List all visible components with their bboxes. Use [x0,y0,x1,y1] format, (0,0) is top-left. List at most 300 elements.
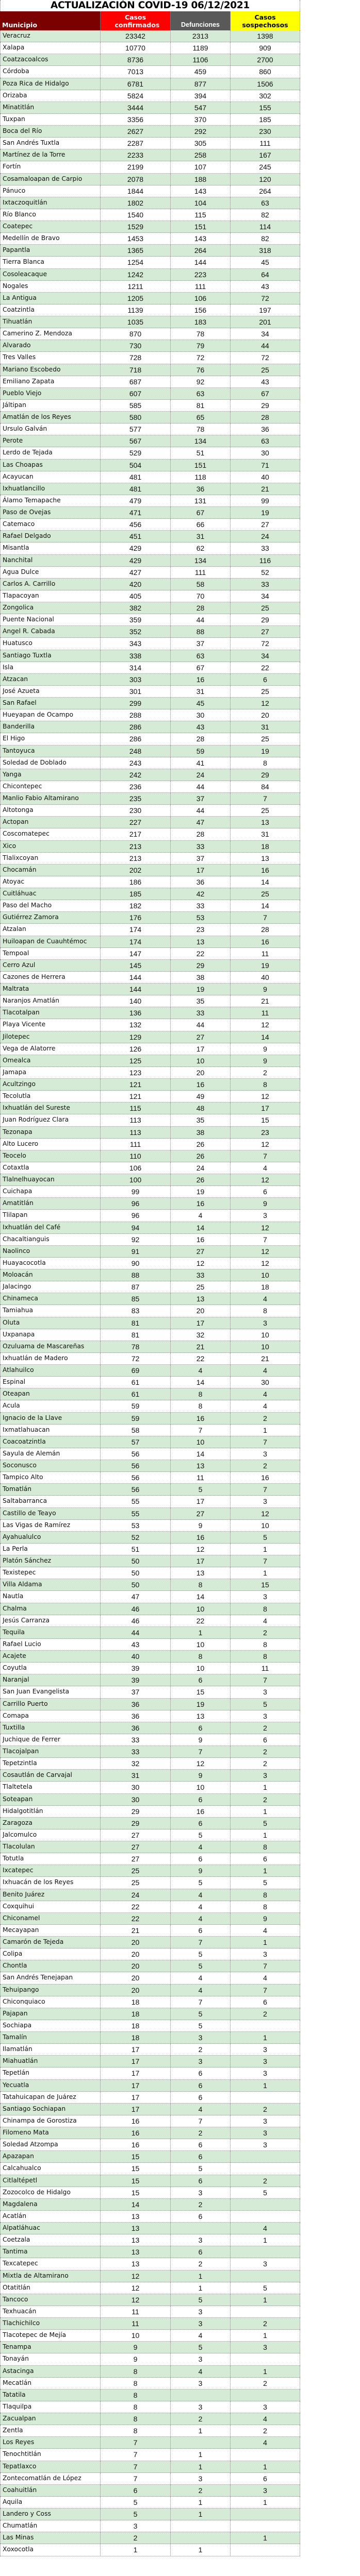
table-row [0,519,300,531]
cell-casos-confirmados: 2233 [101,149,171,161]
cell-casos-confirmados: 235 [101,793,171,804]
cell-casos-confirmados: 728 [101,352,171,363]
cell-casos-sospechosos: 4 [231,2437,300,2448]
cell-defunciones: 3 [171,2187,231,2198]
cell-defunciones: 10 [171,1055,231,1066]
table-row [0,1460,300,1472]
cell-casos-sospechosos: 13 [231,853,300,864]
cell-casos-sospechosos: 1506 [231,78,300,90]
cell-municipio: Hidalgotitlán [0,1806,101,1817]
table-row [0,769,300,781]
cell-defunciones: 10 [171,1639,231,1650]
cell-casos-sospechosos: 197 [231,304,300,316]
cell-defunciones: 17 [171,1496,231,1507]
cell-defunciones: 45 [171,698,231,709]
table-row [0,2425,300,2437]
table-row [0,1567,300,1579]
cell-casos-confirmados: 123 [101,1067,171,1078]
cell-municipio: Camarón de Tejeda [0,1937,101,1948]
cell-municipio: Chiconquiaco [0,1996,101,2008]
cell-municipio: Tantoyuca [0,745,101,757]
table-row [0,1388,300,1400]
cell-defunciones: 305 [171,138,231,149]
cell-municipio: Las Minas [0,2532,101,2544]
cell-casos-confirmados: 47 [101,1591,171,1602]
cell-casos-confirmados: 8 [101,2378,171,2389]
table-row [0,1139,300,1150]
table-row [0,2020,300,2032]
cell-defunciones [171,2532,231,2544]
cell-municipio: Santiago Sochiapan [0,2104,101,2115]
cell-casos-sospechosos: 3 [231,2067,300,2079]
cell-defunciones: 16 [171,1198,231,1209]
cell-casos-confirmados: 46 [101,1615,171,1626]
cell-casos-sospechosos: 8 [231,1901,300,1912]
cell-casos-confirmados: 132 [101,1019,171,1030]
table-row [0,2199,300,2211]
cell-casos-sospechosos: 4 [231,1388,300,1400]
cell-municipio: Castillo de Teayo [0,1508,101,1519]
table-row [0,912,300,924]
cell-casos-sospechosos: 230 [231,126,300,137]
cell-casos-sospechosos: 7 [231,1436,300,1448]
cell-defunciones: 27 [171,1031,231,1043]
table-row [0,149,300,161]
cell-municipio: Oluta [0,1317,101,1329]
cell-casos-sospechosos: 11 [231,1663,300,1674]
cell-municipio: Jilotepec [0,1031,101,1043]
cell-casos-confirmados: 288 [101,709,171,721]
cell-municipio: Jamapa [0,1067,101,1078]
cell-defunciones: 37 [171,793,231,804]
cell-municipio: Mariano Escobedo [0,364,101,376]
cell-defunciones: 28 [171,602,231,614]
cell-casos-sospechosos: 19 [231,507,300,518]
cell-casos-confirmados: 140 [101,995,171,1007]
cell-casos-confirmados: 24 [101,1889,171,1901]
cell-defunciones: 78 [171,423,231,435]
table-row [0,2163,300,2175]
cell-municipio: Pánuco [0,185,101,197]
table-row [0,1722,300,1734]
cell-casos-sospechosos: 36 [231,423,300,435]
cell-municipio: Juchique de Ferrer [0,1734,101,1745]
cell-municipio: Saltabarranca [0,1496,101,1507]
table-row [0,2401,300,2413]
cell-casos-confirmados: 56 [101,1448,171,1460]
cell-municipio: Acula [0,1400,101,1412]
cell-casos-confirmados: 125 [101,1055,171,1066]
cell-municipio: Isla [0,662,101,673]
cell-municipio: Chacaltianguis [0,1234,101,1245]
cell-municipio: Misantla [0,543,101,554]
cell-municipio: Medellín de Bravo [0,233,101,244]
cell-municipio: Huiloapan de Cuauhtémoc [0,936,101,947]
cell-municipio: Atzacan [0,674,101,685]
table-row [0,2449,300,2461]
cell-municipio: Agua Dulce [0,567,101,578]
cell-municipio: Tonayán [0,2353,101,2365]
cell-defunciones: 26 [171,1150,231,1162]
cell-casos-sospechosos: 7 [231,1234,300,1245]
cell-defunciones: 28 [171,733,231,744]
cell-defunciones: 78 [171,328,231,340]
cell-casos-confirmados: 83 [101,1305,171,1316]
table-row [0,1162,300,1174]
cell-defunciones: 877 [171,78,231,90]
cell-defunciones: 2 [171,2199,231,2210]
cell-casos-confirmados: 303 [101,674,171,685]
cell-municipio: Acayucan [0,471,101,483]
cell-defunciones: 16 [171,1234,231,1245]
cell-casos-sospechosos: 40 [231,471,300,483]
table-row [0,721,300,733]
cell-casos-confirmados: 13 [101,2258,171,2269]
cell-casos-sospechosos: 8 [231,1603,300,1615]
cell-casos-confirmados: 174 [101,936,171,947]
cell-casos-confirmados: 15 [101,2151,171,2162]
cell-defunciones: 370 [171,114,231,125]
table-row [0,543,300,554]
cell-defunciones: 156 [171,304,231,316]
cell-defunciones: 5 [171,2342,231,2353]
table-row [0,2544,300,2556]
cell-defunciones: 4 [171,2330,231,2341]
table-row [0,1413,300,1425]
cell-casos-confirmados: 55 [101,1496,171,1507]
cell-municipio: Atzalan [0,924,101,935]
cell-defunciones: 111 [171,281,231,292]
cell-defunciones: 24 [171,1162,231,1174]
cell-casos-sospechosos: 9 [231,1198,300,1209]
cell-casos-sospechosos: 3 [231,1770,300,1781]
cell-municipio: Totutla [0,1853,101,1865]
cell-casos-sospechosos: 3 [231,1317,300,1329]
cell-casos-sospechosos: 63 [231,197,300,209]
cell-casos-sospechosos: 29 [231,400,300,411]
cell-municipio: Fortín [0,161,101,173]
header-casos-confirmados [101,11,171,30]
table-row [0,1948,300,1960]
cell-casos-confirmados: 57 [101,1436,171,1448]
cell-casos-sospechosos: 8 [231,1889,300,1901]
cell-casos-sospechosos [231,2246,300,2258]
cell-casos-confirmados: 33 [101,1746,171,1757]
header-casos-sospechosos [231,11,300,30]
cell-defunciones: 16 [171,1532,231,1543]
table-row [0,1234,300,1246]
cell-casos-confirmados: 7 [101,2449,171,2460]
cell-casos-sospechosos: 3 [231,2127,300,2139]
table-row [0,2497,300,2509]
cell-casos-confirmados: 31 [101,1770,171,1781]
cell-casos-confirmados: 227 [101,817,171,828]
table-row [0,1508,300,1520]
cell-municipio: Papantla [0,245,101,256]
table-row [0,2151,300,2163]
cell-municipio: Tlacotepec de Mejía [0,2330,101,2341]
cell-defunciones: 29 [171,960,231,971]
cell-casos-sospechosos [231,2449,300,2460]
cell-municipio: Carlos A. Carrillo [0,579,101,590]
cell-defunciones: 6 [171,1853,231,1865]
cell-defunciones: 4 [171,1841,231,1853]
cell-defunciones: 151 [171,221,231,232]
cell-casos-sospechosos: 2 [231,1413,300,1424]
cell-casos-sospechosos: 25 [231,888,300,900]
cell-casos-sospechosos: 16 [231,1472,300,1483]
cell-casos-confirmados: 81 [101,1317,171,1329]
cell-casos-confirmados: 1242 [101,269,171,280]
cell-municipio: Coatepec [0,221,101,232]
cell-defunciones: 17 [171,865,231,876]
cell-municipio: Coscomatepec [0,828,101,840]
cell-casos-sospechosos: 34 [231,328,300,340]
cell-defunciones: 6 [171,1818,231,1829]
table-row [0,865,300,876]
cell-municipio: Tempoal [0,948,101,959]
cell-defunciones: 4 [171,1913,231,1924]
table-row [0,567,300,579]
cell-municipio: San Rafael [0,698,101,709]
cell-casos-confirmados: 30 [101,1794,171,1805]
cell-casos-sospechosos [231,2389,300,2401]
cell-casos-sospechosos: 10 [231,1269,300,1281]
cell-casos-confirmados: 43 [101,1639,171,1650]
cell-municipio: Jáltipan [0,400,101,411]
cell-casos-sospechosos [231,2163,300,2174]
cell-casos-sospechosos: 25 [231,686,300,697]
cell-municipio: Tierra Blanca [0,257,101,268]
cell-municipio: Filomeno Mata [0,2127,101,2139]
cell-defunciones: 5 [171,2008,231,2020]
table-row [0,1913,300,1925]
cell-casos-confirmados: 718 [101,364,171,376]
cell-municipio: Cuitláhuac [0,888,101,900]
cell-municipio: Landero y Coss [0,2509,101,2520]
cell-casos-confirmados: 1540 [101,209,171,221]
table-row [0,2223,300,2234]
cell-defunciones: 5 [171,1948,231,1960]
cell-municipio: Mecayapan [0,1925,101,1936]
cell-casos-confirmados: 6 [101,2485,171,2496]
cell-casos-confirmados: 10 [101,2330,171,2341]
table-row [0,2306,300,2318]
cell-casos-confirmados: 27 [101,1853,171,1865]
cell-casos-sospechosos: 2 [231,2425,300,2436]
table-row [0,781,300,793]
cell-casos-confirmados: 2627 [101,126,171,137]
table-row [0,900,300,912]
table-row [0,388,300,400]
cell-casos-sospechosos: 5 [231,1699,300,1710]
cell-casos-sospechosos: 9 [231,984,300,995]
cell-casos-sospechosos: 111 [231,138,300,149]
table-row [0,2056,300,2067]
cell-casos-confirmados: 36 [101,1722,171,1734]
cell-municipio: Colipa [0,1948,101,1960]
cell-municipio: Ayahualulco [0,1532,101,1543]
table-row [0,435,300,447]
cell-municipio: Jalcomulco [0,1829,101,1841]
cell-casos-confirmados: 37 [101,1686,171,1698]
cell-casos-confirmados: 61 [101,1388,171,1400]
cell-casos-confirmados: 52 [101,1532,171,1543]
cell-casos-sospechosos: 99 [231,495,300,506]
cell-casos-confirmados: 20 [101,1937,171,1948]
cell-municipio: Soledad Atzompa [0,2139,101,2150]
cell-defunciones: 6 [171,2067,231,2079]
cell-casos-sospechosos: 10 [231,1341,300,1352]
cell-casos-confirmados: 144 [101,972,171,983]
table-row [0,483,300,495]
cell-casos-confirmados: 121 [101,1079,171,1090]
cell-casos-sospechosos: 34 [231,590,300,602]
cell-casos-sospechosos: 45 [231,257,300,268]
cell-defunciones: 22 [171,1615,231,1626]
cell-casos-confirmados: 13 [101,2234,171,2246]
cell-casos-sospechosos: 64 [231,269,300,280]
cell-casos-confirmados: 17 [101,2092,171,2103]
table-row [0,2294,300,2306]
cell-casos-confirmados: 32 [101,1758,171,1769]
cell-defunciones: 6 [171,2175,231,2187]
cell-municipio: Carrillo Puerto [0,1699,101,1710]
table-row [0,1103,300,1114]
table-row [0,2520,300,2532]
table-row [0,2318,300,2330]
cell-casos-sospechosos: 7 [231,1960,300,1972]
cell-municipio: Otatitlán [0,2282,101,2294]
cell-casos-confirmados: 242 [101,769,171,781]
cell-casos-confirmados: 96 [101,1198,171,1209]
cell-casos-sospechosos: 1 [231,1937,300,1948]
table-row [0,817,300,828]
cell-municipio: San Andrés Tuxtla [0,138,101,149]
cell-casos-confirmados: 30 [101,1782,171,1793]
cell-municipio: Tepetzintla [0,1758,101,1769]
cell-casos-sospechosos: 28 [231,924,300,935]
cell-municipio: Tres Valles [0,352,101,363]
cell-defunciones: 5 [171,2020,231,2031]
cell-defunciones: 67 [171,662,231,673]
cell-casos-confirmados: 27 [101,1841,171,1853]
cell-casos-sospechosos: 3 [231,2044,300,2055]
cell-defunciones: 63 [171,650,231,662]
cell-casos-confirmados: 22 [101,1913,171,1924]
cell-municipio: Ozuluama de Mascareñas [0,1341,101,1352]
cell-defunciones: 59 [171,745,231,757]
cell-defunciones: 36 [171,876,231,888]
cell-casos-sospechosos: 2 [231,1067,300,1078]
cell-municipio: Zontecomatlán de López [0,2473,101,2484]
table-row [0,1246,300,1258]
table-row [0,733,300,745]
cell-casos-confirmados: 1365 [101,245,171,256]
cell-defunciones: 81 [171,400,231,411]
cell-casos-sospechosos: 2700 [231,54,300,65]
cell-casos-confirmados: 236 [101,781,171,792]
cell-defunciones: 79 [171,340,231,351]
cell-municipio: Ixhuacán de los Reyes [0,1877,101,1888]
cell-casos-sospechosos: 6 [231,1734,300,1745]
table-row [0,841,300,853]
cell-municipio: Coxquihui [0,1901,101,1912]
table-row [0,1329,300,1341]
cell-municipio: Yanga [0,769,101,781]
cell-casos-confirmados: 126 [101,1043,171,1055]
cell-defunciones: 21 [171,1341,231,1352]
cell-defunciones: 547 [171,102,231,113]
cell-casos-sospechosos: 1 [231,2032,300,2043]
table-row [0,102,300,114]
table-row [0,507,300,519]
cell-casos-confirmados: 577 [101,423,171,435]
cell-casos-confirmados: 451 [101,531,171,542]
cell-casos-confirmados: 213 [101,853,171,864]
table-row [0,1865,300,1877]
table-row [0,2044,300,2056]
cell-defunciones: 16 [171,1806,231,1817]
cell-defunciones: 70 [171,590,231,602]
cell-municipio: Poza Rica de Hidalgo [0,78,101,90]
table-row [0,1579,300,1591]
cell-casos-confirmados: 5 [101,2509,171,2520]
table-row [0,1555,300,1567]
cell-municipio: Los Reyes [0,2437,101,2448]
cell-casos-confirmados: 18 [101,2020,171,2031]
cell-municipio: Vega de Alatorre [0,1043,101,1055]
cell-defunciones: 36 [171,483,231,495]
cell-municipio: Coatzacoalcos [0,54,101,65]
cell-municipio: Angel R. Cabada [0,626,101,637]
cell-casos-confirmados: 129 [101,1031,171,1043]
cell-defunciones: 4 [171,1901,231,1912]
cell-municipio: Chocamán [0,865,101,876]
cell-casos-sospechosos: 11 [231,1007,300,1019]
cell-municipio: Texcatepec [0,2258,101,2269]
cell-municipio: Paso del Macho [0,900,101,911]
cell-casos-sospechosos: 8 [231,1305,300,1316]
cell-casos-sospechosos: 17 [231,1103,300,1114]
cell-defunciones: 14 [171,1377,231,1388]
cell-casos-confirmados: 176 [101,912,171,923]
table-row [0,1043,300,1055]
table-row [0,400,300,412]
cell-casos-confirmados: 13 [101,2223,171,2234]
cell-defunciones: 183 [171,316,231,328]
cell-casos-sospechosos: 6 [231,674,300,685]
cell-defunciones: 13 [171,1460,231,1471]
cell-defunciones: 66 [171,519,231,530]
cell-municipio: Texistepec [0,1567,101,1579]
cell-municipio: Banderilla [0,721,101,733]
cell-municipio: Tlachichilco [0,2318,101,2329]
cell-casos-sospechosos: 2 [231,2378,300,2389]
cell-casos-sospechosos: 2 [231,2104,300,2115]
cell-casos-sospechosos: 30 [231,447,300,459]
cell-municipio: Tequila [0,1627,101,1638]
cell-defunciones: 3 [171,2353,231,2365]
cell-municipio: Gutiérrez Zamora [0,912,101,923]
cell-municipio: Catemaco [0,519,101,530]
table-row [0,876,300,888]
cell-municipio: Lerdo de Tejada [0,447,101,459]
cell-casos-sospechosos [231,2544,300,2555]
cell-defunciones: 23 [171,924,231,935]
table-row [0,555,300,567]
table-row [0,233,300,245]
